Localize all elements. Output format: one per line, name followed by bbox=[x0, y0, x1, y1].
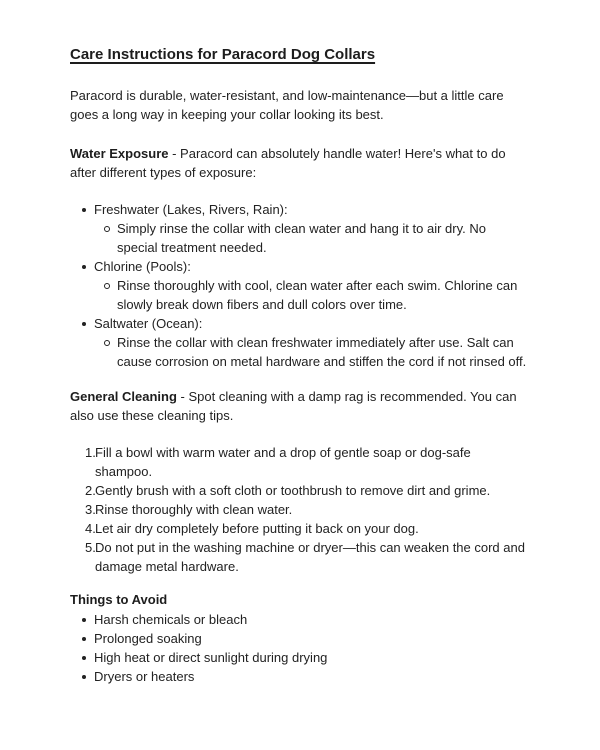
sub-list-item bbox=[94, 276, 530, 314]
water-exposure-list bbox=[70, 200, 530, 371]
things-to-avoid-list bbox=[70, 610, 530, 686]
list-item-saltwater bbox=[70, 314, 530, 371]
sub-item-text: Simply rinse the collar with clean water and hang it to air dry. No special treatment needed. bbox=[117, 221, 486, 255]
freshwater-sub-list bbox=[94, 219, 530, 257]
sub-item-text: Rinse thoroughly with cool, clean water after each swim. Chlorine can slowly break down fibers and dull colors over time. bbox=[117, 278, 518, 312]
sub-item-text: Rinse the collar with clean freshwater immediately after use. Salt can cause corrosion on metal hardware and stiffen the cord if not rinsed off. bbox=[117, 335, 527, 369]
list-item-label: Chlorine (Pools): bbox=[94, 259, 191, 274]
step-text: Gently brush with a soft cloth or toothbrush to remove dirt and grime. bbox=[95, 483, 491, 498]
avoid-item bbox=[70, 667, 530, 686]
avoid-item bbox=[70, 648, 530, 667]
avoid-item-text: Prolonged soaking bbox=[94, 631, 202, 646]
list-item-freshwater bbox=[70, 200, 530, 257]
avoid-item-text: Dryers or heaters bbox=[94, 669, 195, 684]
sub-list-item bbox=[94, 219, 530, 257]
step-text: Let air dry completely before putting it back on your dog. bbox=[95, 521, 419, 536]
list-item-label: Saltwater (Ocean): bbox=[94, 316, 203, 331]
avoid-item bbox=[70, 610, 530, 629]
cleaning-step bbox=[70, 481, 530, 500]
step-text: Fill a bowl with warm water and a drop of gentle soap or dog-safe shampoo. bbox=[95, 445, 471, 479]
cleaning-step bbox=[70, 538, 530, 576]
chlorine-sub-list bbox=[94, 276, 530, 314]
avoid-item-text: High heat or direct sunlight during drying bbox=[94, 650, 328, 665]
general-cleaning-paragraph bbox=[70, 387, 530, 425]
list-item-label: Freshwater (Lakes, Rivers, Rain): bbox=[94, 202, 288, 217]
water-exposure-paragraph bbox=[70, 144, 530, 182]
intro-paragraph: Paracord is durable, water-resistant, and low-maintenance—but a little care goes a long way in keeping your collar looking its best. bbox=[70, 88, 504, 122]
saltwater-sub-list bbox=[94, 333, 530, 371]
step-text: Rinse thoroughly with clean water. bbox=[95, 502, 293, 517]
avoid-item bbox=[70, 629, 530, 648]
water-exposure-lead: - Paracord can absolutely handle water! Here's what to do after different types of exposure: bbox=[70, 146, 506, 180]
sub-list-item bbox=[94, 333, 530, 371]
cleaning-steps-list bbox=[70, 443, 530, 576]
general-cleaning-heading: General Cleaning bbox=[70, 389, 177, 404]
avoid-item-text: Harsh chemicals or bleach bbox=[94, 612, 248, 627]
step-text: Do not put in the washing machine or dryer—this can weaken the cord and damage metal hardware. bbox=[95, 540, 525, 574]
cleaning-step bbox=[70, 443, 530, 481]
water-exposure-heading: Water Exposure bbox=[70, 146, 169, 161]
things-to-avoid-heading: Things to Avoid bbox=[70, 592, 168, 607]
list-item-chlorine bbox=[70, 257, 530, 314]
cleaning-step bbox=[70, 519, 530, 538]
cleaning-step bbox=[70, 500, 530, 519]
page-title: Care Instructions for Paracord Dog Collars bbox=[70, 46, 376, 63]
general-cleaning-lead: - Spot cleaning with a damp rag is recommended. You can also use these cleaning tips. bbox=[70, 389, 517, 423]
